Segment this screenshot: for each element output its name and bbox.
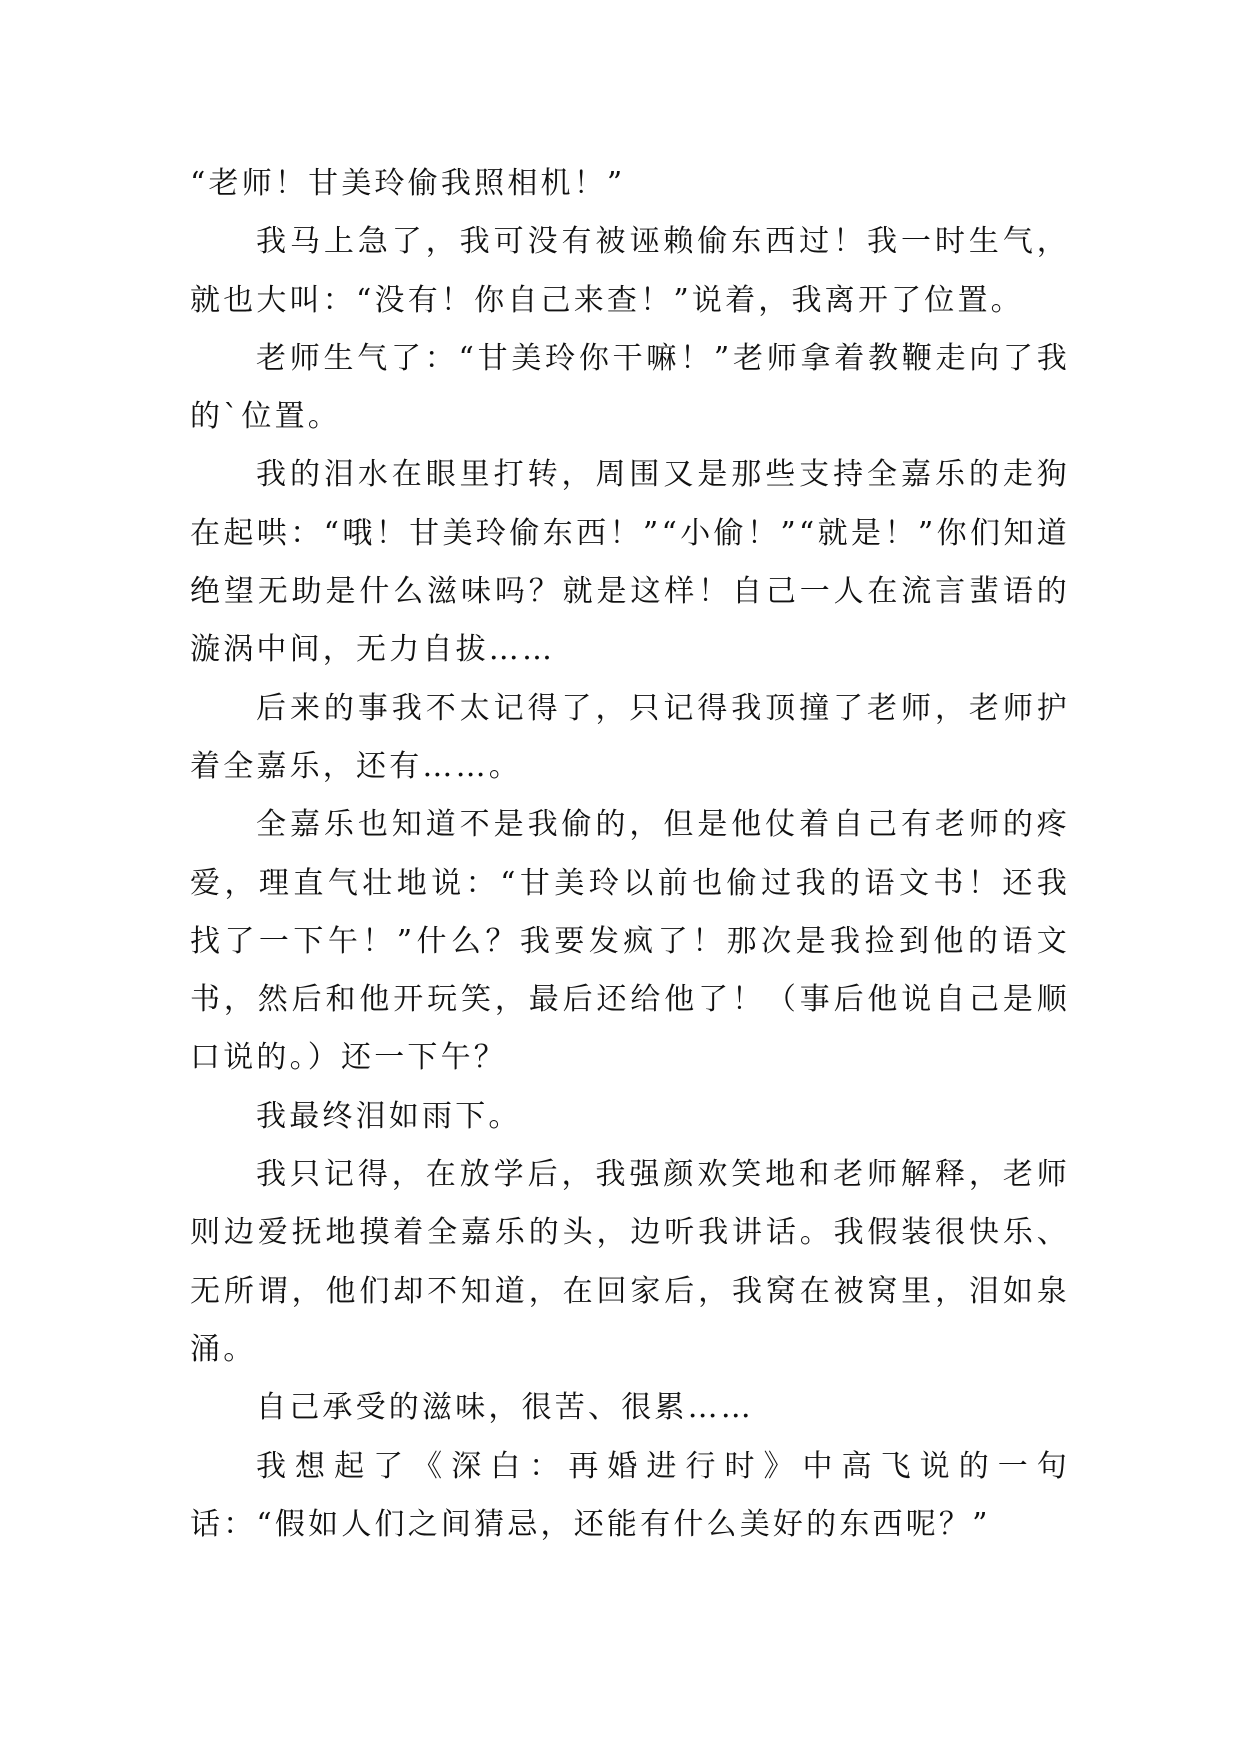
paragraph: 我马上急了，我可没有被诬赖偷东西过！我一时生气，就也大叫：“没有！你自己来查！”说着，我离开了位置。: [190, 224, 1070, 318]
paragraph: 我最终泪如雨下。: [256, 1098, 522, 1134]
document-body: [190, 155, 1070, 1554]
paragraph: 我只记得，在放学后，我强颜欢笑地和老师解释，老师则边爱抚地摸着全嘉乐的头，边听我讲话。我假装很快乐、无所谓，他们却不知道，在回家后，我窝在被窝里，泪如泉涌。: [190, 1157, 1070, 1367]
paragraph: 老师生气了：“甘美玲你干嘛！”老师拿着教鞭走向了我的`位置。: [190, 340, 1070, 435]
paragraph: 我的泪水在眼里打转，周围又是那些支持全嘉乐的走狗在起哄：“哦！甘美玲偷东西！”“小偷！”“就是！”你们知道绝望无助是什么滋味吗？就是这样！自己一人在流言蜚语的漩涡中间，无力自拔……: [190, 457, 1070, 668]
paragraph: 全嘉乐也知道不是我偷的，但是他仗着自己有老师的疼爱，理直气壮地说：“甘美玲以前也偷过我的语文书！还我找了一下午！”什么？我要发疯了！那次是我捡到他的语文书，然后和他开玩笑，最后还给他了！（事后他说自己是顺口说的。）还一下午？: [190, 807, 1070, 1076]
paragraph: 自己承受的滋味，很苦、很累……: [256, 1390, 754, 1426]
paragraph: 我想起了《深白：再婚进行时》中高飞说的一句话：“假如人们之间猜忌，还能有什么美好的东西呢？”: [190, 1448, 1070, 1542]
paragraph: 后来的事我不太记得了，只记得我顶撞了老师，老师护着全嘉乐，还有……。: [190, 690, 1070, 784]
paragraph: “老师！甘美玲偷我照相机！”: [190, 166, 626, 201]
